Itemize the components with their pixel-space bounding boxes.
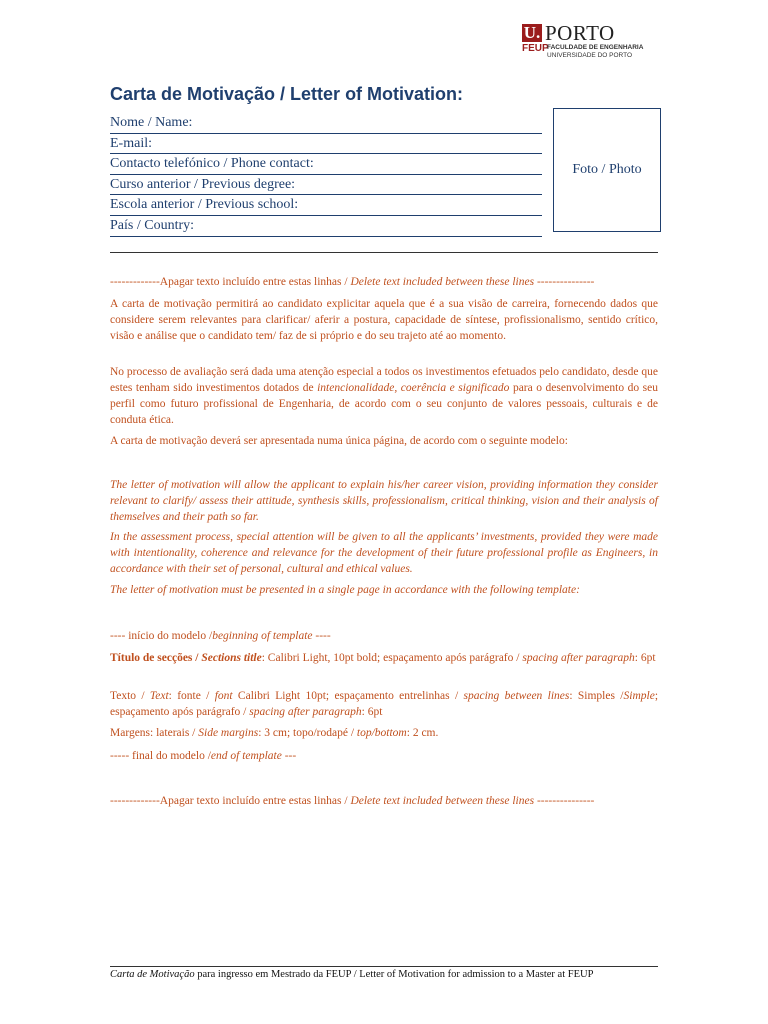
email-field[interactable] bbox=[110, 134, 542, 155]
template-start-marker bbox=[110, 628, 658, 644]
email-field-label: E-mail: bbox=[110, 135, 152, 151]
margins-spec bbox=[110, 725, 658, 741]
delete-marker-bottom-suffix: --------------- bbox=[534, 795, 595, 807]
delete-marker-bottom-prefix: -------------Apagar texto incluído entre estas linhas / bbox=[110, 795, 351, 807]
delete-marker-top bbox=[110, 274, 658, 290]
previous-school-field-label: Escola anterior / Previous school: bbox=[110, 197, 299, 213]
text-spec-k: : 6pt bbox=[361, 706, 383, 718]
text-spec-d: font bbox=[214, 690, 233, 702]
text-spec-e: Calibri Light 10pt; espaçamento entrelinhas / bbox=[232, 690, 464, 702]
text-spec-c: : fonte / bbox=[168, 690, 215, 702]
text-spec-h: Simple bbox=[623, 690, 655, 702]
text-spec-b: Text bbox=[149, 690, 169, 702]
phone-field[interactable] bbox=[110, 154, 542, 175]
country-field[interactable] bbox=[110, 216, 542, 237]
text-spec bbox=[110, 688, 658, 720]
sections-title-en: Sections title bbox=[201, 652, 262, 664]
name-field[interactable] bbox=[110, 113, 542, 134]
document-title: Carta de Motivação / Letter of Motivation: bbox=[110, 84, 464, 104]
sections-title-rest2: : 6pt bbox=[634, 652, 656, 664]
footer-italic: Carta de Motivação bbox=[110, 969, 195, 980]
text-spec-f: spacing between lines bbox=[463, 690, 570, 702]
template-end-prefix: ----- final do modelo / bbox=[110, 750, 211, 762]
pt-paragraph-1: A carta de motivação permitirá ao candidato explicitar aquela que é a sua visão de carreira, fornecendo dados que considere serem relevantes para clarificar/ aferir a postura, capacidade de síntese, profissionalismo, sentido crítico, visão e análise que o candidato tem/ faz de si próprio e do seu trajeto até ao momento. bbox=[110, 298, 658, 342]
sections-title-rest1: : Calibri Light, 10pt bold; espaçamento após parágrafo / bbox=[261, 652, 523, 664]
text-spec-i: ; espaçamento após parágrafo / bbox=[110, 690, 659, 718]
previous-degree-field[interactable] bbox=[110, 175, 542, 196]
logo-faculty-line2: UNIVERSIDADE DO PORTO bbox=[547, 52, 632, 59]
template-start-suffix: ---- bbox=[312, 630, 331, 642]
photo-box[interactable] bbox=[553, 108, 661, 232]
text-spec-g: : Simples / bbox=[569, 690, 624, 702]
previous-school-field[interactable] bbox=[110, 195, 542, 216]
en-paragraph-2: In the assessment process, special attention will be given to all the applicants’ investments, provided they were made with intentionality, coherence and relevance for the development of their future professional profile as Engineers, in accordance with their set of personal, cultural and ethical values. bbox=[110, 531, 658, 575]
pt-paragraph-2-part1: No processo de avaliação será dada uma atenção especial a todos os investimentos efetuados pelo candidato, desde que estes tenham sido investimentos dotados de bbox=[110, 366, 658, 394]
sections-title-italic: spacing after paragraph bbox=[522, 652, 635, 664]
logo-u-mark: U. bbox=[523, 23, 541, 42]
pt-paragraph-2 bbox=[110, 364, 658, 428]
delete-marker-top-italic: Delete text included between these lines bbox=[350, 276, 535, 288]
pt-paragraph-2-part2: para o desenvolvimento do seu perfil como futuro profissional de Engenharia, de acordo com o seu conjunto de valores pessoais, culturais e de conduta ética. bbox=[110, 382, 659, 426]
photo-label: Foto / Photo bbox=[572, 162, 642, 177]
pt-paragraph-2-italic: intencionalidade, coerência e significado bbox=[317, 382, 510, 394]
text-spec-a: Texto / bbox=[110, 690, 150, 702]
footer-divider bbox=[110, 966, 658, 967]
margins-spec-a: Margens: laterais / bbox=[110, 727, 199, 739]
template-start-prefix: ---- início do modelo / bbox=[110, 630, 213, 642]
footer-rest: para ingresso em Mestrado da FEUP / Letter of Motivation for admission to a Master at FEUP bbox=[194, 969, 594, 980]
margins-spec-d: top/bottom bbox=[356, 727, 407, 739]
sections-title-spec bbox=[110, 650, 658, 666]
delete-marker-bottom bbox=[110, 793, 658, 809]
uporto-feup-logo bbox=[522, 20, 662, 62]
delete-marker-top-suffix: --------------- bbox=[534, 276, 595, 288]
en-paragraph-3: The letter of motivation must be presented in a single page in accordance with the following template: bbox=[110, 584, 580, 596]
logo-porto-text: PORTO bbox=[545, 21, 615, 45]
logo-faculty-line1: FACULDADE DE ENGENHARIA bbox=[547, 44, 644, 51]
en-paragraph-1: The letter of motivation will allow the applicant to explain his/her career vision, providing information they consider relevant to clarify/ assess their attitude, synthesis skills, professionalism, critical thinking, vision and their analysis of themselves and their path so far. bbox=[110, 479, 658, 523]
country-field-label: País / Country: bbox=[110, 217, 195, 233]
template-start-italic: beginning of template bbox=[212, 630, 313, 642]
name-field-label: Nome / Name: bbox=[110, 115, 193, 130]
delete-marker-bottom-italic: Delete text included between these lines bbox=[350, 795, 535, 807]
header-divider bbox=[110, 252, 658, 253]
sections-title-pt: Título de secções / bbox=[110, 652, 202, 664]
text-spec-j: spacing after paragraph bbox=[249, 706, 362, 718]
previous-degree-field-label: Curso anterior / Previous degree: bbox=[110, 176, 296, 192]
phone-field-label: Contacto telefónico / Phone contact: bbox=[110, 156, 314, 172]
delete-marker-top-prefix: -------------Apagar texto incluído entre estas linhas / bbox=[110, 276, 351, 288]
template-end-marker bbox=[110, 748, 658, 764]
pt-paragraph-3: A carta de motivação deverá ser apresentada numa única página, de acordo com o seguinte modelo: bbox=[110, 435, 568, 447]
margins-spec-b: Side margins bbox=[198, 727, 259, 739]
margins-spec-c: : 3 cm; topo/rodapé / bbox=[258, 727, 357, 739]
personal-info-fields bbox=[110, 113, 542, 237]
template-end-italic: end of template bbox=[210, 750, 282, 762]
template-end-suffix: --- bbox=[281, 750, 297, 762]
margins-spec-e: : 2 cm. bbox=[406, 727, 439, 739]
logo-feup-text: FEUP bbox=[522, 43, 549, 54]
page-footer bbox=[110, 968, 658, 982]
